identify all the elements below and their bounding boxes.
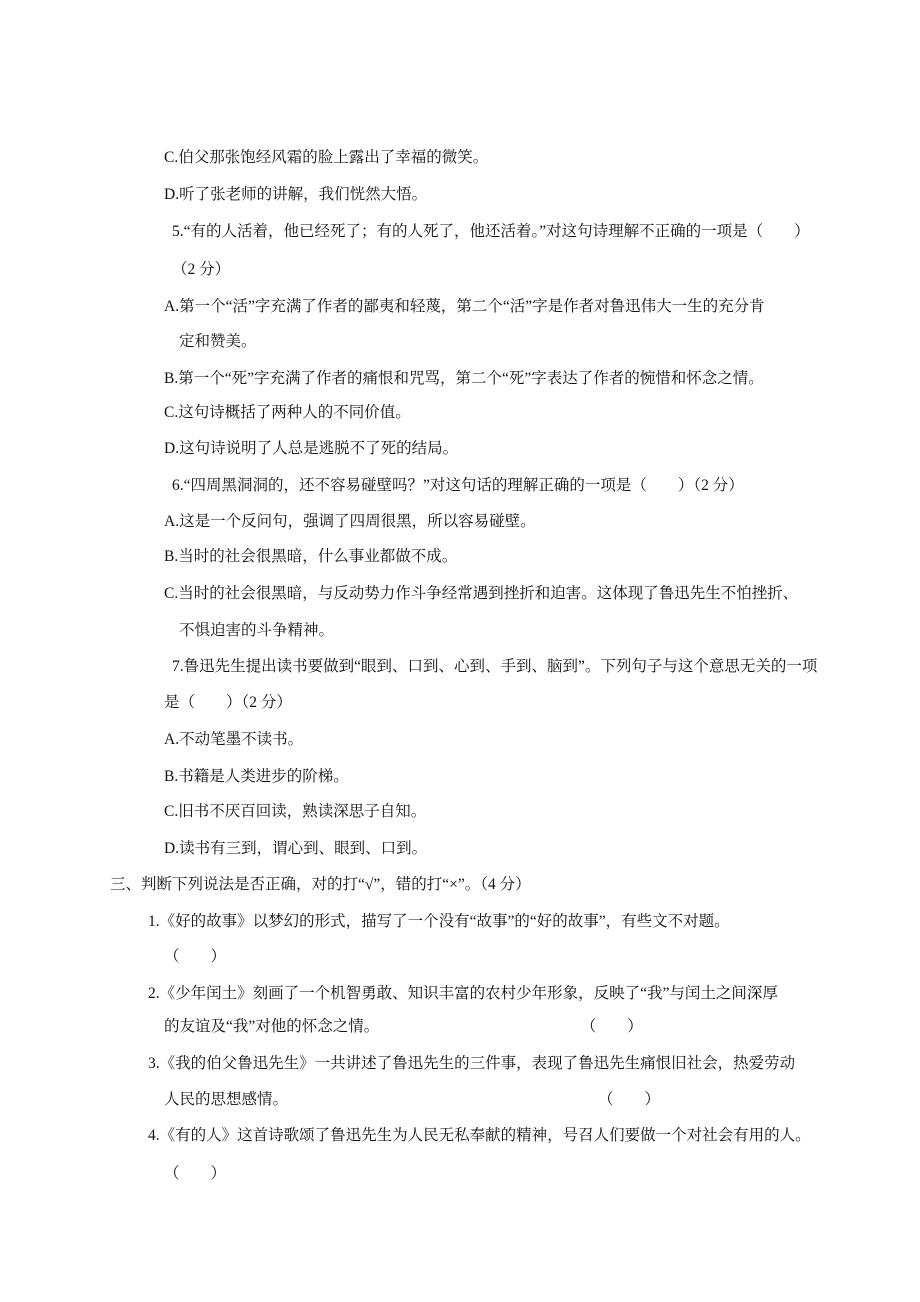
- option-line: A.第一个“活”字充满了作者的鄙夷和轻蔑，第二个“活”字是作者对鲁迅伟大一生的充分肯: [164, 298, 765, 315]
- option-line: B.当时的社会很黑暗，什么事业都做不成。: [164, 548, 458, 565]
- judgment-4: 4.《有的人》这首诗歌颂了鲁迅先生为人民无私奉献的精神，号召人们要做一个对社会有用的人。: [148, 1127, 811, 1144]
- judgment-3: 3.《我的伯父鲁迅先生》一共讲述了鲁迅先生的三件事，表现了鲁迅先生痛恨旧社会，热爱劳动: [148, 1055, 796, 1072]
- option-line: B.第一个“死”字充满了作者的痛恨和咒骂，第二个“死”字表达了作者的惋惜和怀念之情。: [164, 370, 764, 387]
- option-line: C.当时的社会很黑暗，与反动势力作斗争经常遇到挫折和迫害。这体现了鲁迅先生不怕挫折、: [164, 585, 799, 602]
- option-line: D.读书有三到，谓心到、眼到、口到。: [164, 840, 428, 857]
- answer-blank: （ ）: [164, 948, 227, 965]
- option-continuation: 定和赞美。: [179, 333, 257, 350]
- option-line: A.这是一个反问句，强调了四周很黑，所以容易碰壁。: [164, 513, 536, 530]
- question-5: 5.“有的人活着，他已经死了；有的人死了，他还活着。”对这句诗理解不正确的一项是（ ）: [172, 223, 810, 240]
- judgment-continuation: 的友谊及“我”对他的怀念之情。 （ ）: [164, 1018, 643, 1035]
- option-line: B.书籍是人类进步的阶梯。: [164, 768, 349, 785]
- option-line: C.这句诗概括了两种人的不同价值。: [164, 404, 411, 421]
- judgment-1: 1.《好的故事》以梦幻的形式，描写了一个没有“故事”的“好的故事”，有些文不对题。: [148, 913, 730, 930]
- judgment-2: 2.《少年闰土》刻画了一个机智勇敢、知识丰富的农村少年形象，反映了“我”与闰土之间深厚: [148, 985, 778, 1002]
- option-line: A.不动笔墨不读书。: [164, 731, 304, 748]
- option-continuation: 不惧迫害的斗争精神。: [179, 622, 335, 639]
- judgment-continuation: 人民的思想感情。 （ ）: [164, 1091, 661, 1108]
- option-line: C.旧书不厌百回读，熟读深思子自知。: [164, 803, 427, 820]
- section-3-heading: 三、判断下列说法是否正确，对的打“√”，错的打“×”。（4 分）: [110, 876, 531, 893]
- question-score: （2 分）: [172, 261, 231, 278]
- question-7: 7.鲁迅先生提出读书要做到“眼到、口到、心到、手到、脑到”。下列句子与这个意思无关的一项: [172, 658, 818, 675]
- question-continuation: 是（ ）（2 分）: [164, 694, 292, 711]
- answer-blank: （ ）: [164, 1165, 227, 1182]
- option-line: C.伯父那张饱经风霜的脸上露出了幸福的微笑。: [164, 149, 489, 166]
- question-6: 6.“四周黑洞洞的，还不容易碰壁吗？”对这句话的理解正确的一项是（ ）（2 分）: [172, 477, 744, 494]
- option-line: D.这句诗说明了人总是逃脱不了死的结局。: [164, 440, 459, 457]
- option-line: D.听了张老师的讲解，我们恍然大悟。: [164, 186, 428, 203]
